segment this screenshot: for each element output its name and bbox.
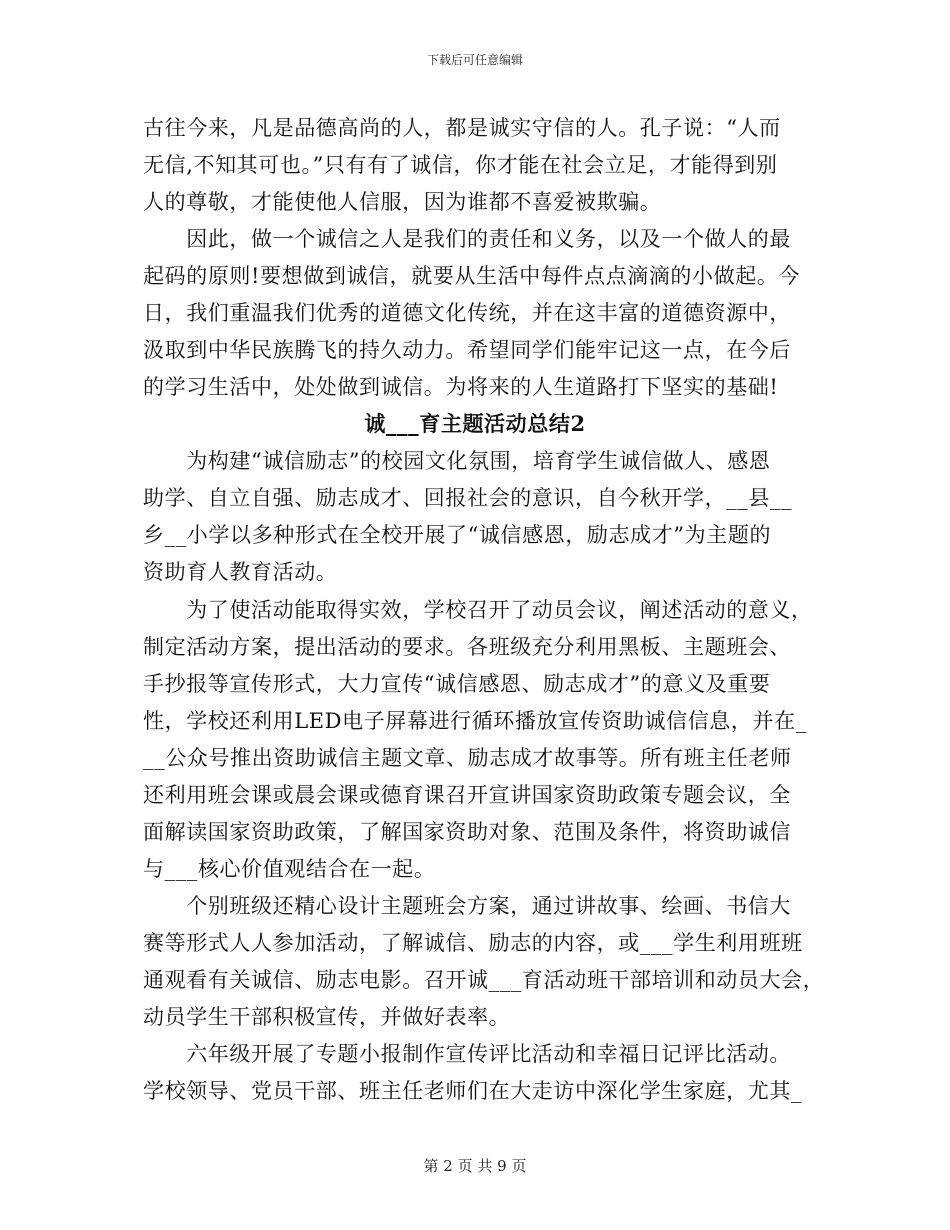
- text-line: 乡__小学以多种形式在全校开展了“诚信感恩，励志成才”为主题的: [143, 523, 772, 547]
- text-line: 性，学校还利用LED电子屏幕进行循环播放宣传资助诚信信息，并在_: [143, 709, 807, 733]
- text-line: 与___核心价值观结合在一起。: [143, 857, 436, 881]
- page-header: 下载后可任意编辑: [426, 53, 523, 67]
- text-line: 为了使活动能取得实效，学校召开了动员会议，阐述活动的意义，: [143, 598, 813, 622]
- page-footer: 第 2 页 共 9 页: [423, 1157, 527, 1175]
- text-line: 面解读国家资助政策，了解国家资助对象、范围及条件，将资助诚信: [143, 820, 791, 844]
- section-heading: 诚___育主题活动总结2: [364, 411, 586, 436]
- text-line: 动员学生干部积极宣传，并做好表率。: [143, 1005, 511, 1029]
- text-line: 资助育人教育活动。: [143, 560, 338, 584]
- text-line: 因此，做一个诚信之人是我们的责任和义务，以及一个做人的最: [143, 227, 791, 251]
- text-line: 个别班级还精心设计主题班会方案，通过讲故事、绘画、书信大: [143, 894, 791, 918]
- text-line: 还利用班会课或晨会课或德育课召开宣讲国家资助政策专题会议，全: [143, 783, 791, 807]
- text-line: 为构建“诚信励志”的校园文化氛围，培育学生诚信做人、感恩: [143, 449, 771, 473]
- text-line: 助学、自立自强、励志成才、回报社会的意识，自今秋开学，__县__: [143, 486, 793, 510]
- text-line: 的学习生活中，处处做到诚信。为将来的人生道路打下坚实的基础!: [143, 375, 779, 399]
- text-line: 日，我们重温我们优秀的道德文化传统，并在这丰富的道德资源中，: [143, 301, 791, 325]
- text-line: 古往今来，凡是品德高尚的人，都是诚实守信的人。孔子说：“人而: [143, 116, 781, 140]
- text-line: 赛等形式人人参加活动，了解诚信、励志的内容，或___学生利用班班: [143, 931, 803, 955]
- text-line: 学校领导、党员干部、班主任老师们在大走访中深化学生家庭，尤其_: [143, 1079, 803, 1103]
- text-line: 人的尊敬，才能使他人信服，因为谁都不喜爱被欺骗。: [143, 190, 662, 214]
- text-line: 制定活动方案，提出活动的要求。各班级充分利用黑板、主题班会、: [143, 635, 791, 659]
- text-line: 六年级开展了专题小报制作宣传评比活动和幸福日记评比活动。: [143, 1042, 791, 1066]
- text-line: 无信,不知其可也。”只有有了诚信，你才能在社会立足，才能得到别: [143, 153, 778, 177]
- text-line: 汲取到中华民族腾飞的持久动力。希望同学们能牢记这一点，在今后: [143, 338, 791, 362]
- text-line: 通观看有关诚信、励志电影。召开诚___育活动班干部培训和动员大会，: [143, 968, 825, 992]
- text-line: 起码的原则!要想做到诚信，就要从生活中每件点点滴滴的小做起。今: [143, 264, 801, 288]
- text-line: 手抄报等宣传形式，大力宣传“诚信感恩、励志成才”的意义及重要: [143, 672, 771, 696]
- text-line: __公众号推出资助诚信主题文章、励志成才故事等。所有班主任老师: [143, 746, 792, 770]
